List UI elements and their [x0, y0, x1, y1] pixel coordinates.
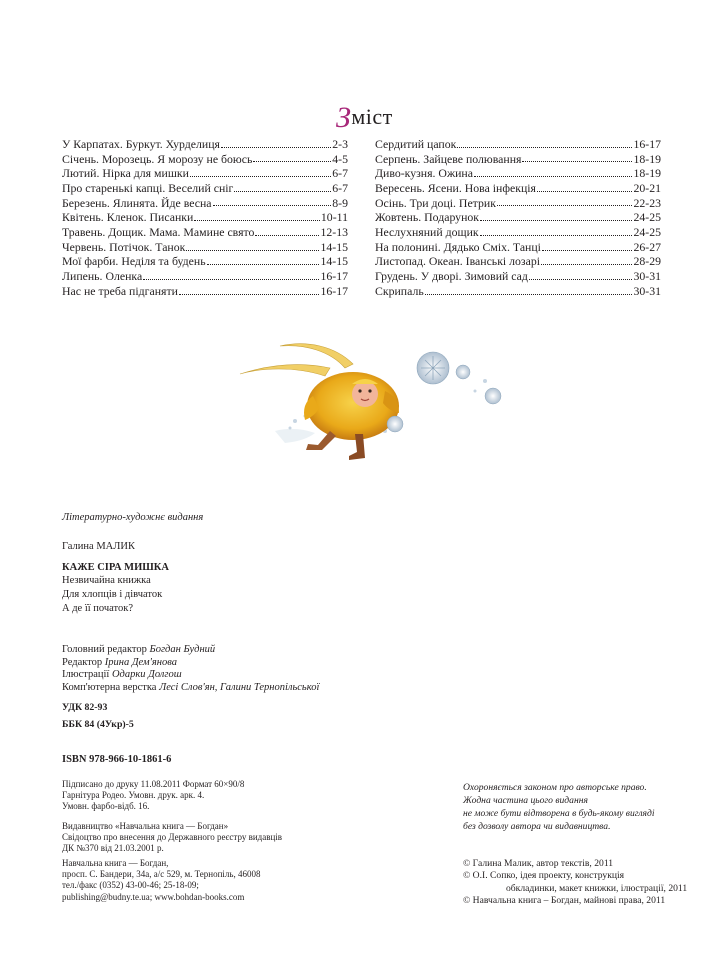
toc-entry[interactable] [375, 210, 661, 225]
leader-dots [255, 235, 319, 236]
toc-entry[interactable] [375, 137, 661, 152]
leader-dots [179, 294, 320, 295]
toc-entry-page: 14-15 [320, 239, 348, 254]
copyright-holders [463, 858, 687, 908]
toc-entry[interactable] [62, 269, 348, 284]
toc-entry-page: 6-7 [332, 166, 348, 181]
notice-line: Охороняється законом про авторське право. [463, 782, 647, 793]
isbn: ISBN 978-966-10-1861-6 [62, 754, 172, 765]
author: Галина МАЛИК [62, 541, 135, 552]
toc-entry[interactable] [62, 240, 348, 255]
address-line: publishing@budny.te.ua; www.bohdan-books.com [62, 891, 245, 902]
toc-entry-title: Осінь. Три доці. Петрик [375, 195, 496, 210]
leader-dots [190, 176, 331, 177]
credit-name: Ірина Дем'янова [104, 656, 177, 668]
toc-entry-page: 16-17 [320, 269, 348, 284]
leader-dots [529, 279, 633, 280]
toc-entry-title: Липень. Оленка [62, 269, 143, 284]
leader-dots [221, 147, 331, 148]
toc-entry-title: Червень. Потічок. Танок [62, 239, 186, 254]
toc-entry[interactable] [375, 284, 661, 299]
contents-title [336, 100, 393, 134]
book-subtitle: Незвичайна книжка [62, 575, 151, 586]
notice-line: не може бути відтворена в будь-якому вигляді [463, 808, 655, 819]
copyright-line: © Галина Малик, автор текстів, 2011 [463, 858, 614, 869]
title-rest: міст [351, 104, 393, 129]
toc-entry-page: 28-29 [633, 254, 661, 269]
toc-entry[interactable] [375, 166, 661, 181]
bbk: ББК 84 (4Укр)-5 [62, 719, 134, 730]
toc-entry[interactable] [375, 255, 661, 270]
leader-dots [480, 235, 633, 236]
toc-entry[interactable] [375, 152, 661, 167]
leader-dots [522, 161, 632, 162]
toc-entry-title: Неслухняний дощик [375, 225, 479, 240]
copyright-line: © Навчальна книга – Богдан, майнові права, 2011 [463, 895, 666, 907]
toc-entry[interactable] [62, 210, 348, 225]
credit-line [62, 657, 319, 670]
toc-entry[interactable] [62, 284, 348, 299]
toc-entry-page: 24-25 [633, 210, 661, 225]
toc-entry-title: У Карпатах. Буркут. Хурделиця [62, 136, 220, 151]
toc-entry[interactable] [375, 269, 661, 284]
toc-entry-title: Про старенькі капці. Веселий сніг [62, 181, 234, 196]
toc-entry-title: Березень. Ялинята. Йде весна [62, 195, 212, 210]
credits [62, 644, 319, 694]
toc-entry[interactable] [62, 137, 348, 152]
credit-name: Богдан Будний [149, 644, 216, 655]
publisher-line: Свідоцтво про внесення до Державного реєстру видавців [62, 832, 283, 843]
leader-dots [497, 205, 633, 206]
book-question: А де її початок? [62, 603, 134, 614]
copyright-line: © О.І. Сопко, ідея проекту, конструкція [463, 870, 625, 882]
address-line: тел./факс (0352) 43-00-46; 25-18-09; [62, 880, 199, 891]
toc-entry-title: На полонині. Дядько Сміх. Танці [375, 239, 541, 254]
toc-left-column [62, 137, 348, 299]
notice-line: без дозволу автора чи видавництва. [463, 821, 611, 832]
toc-entry[interactable] [375, 181, 661, 196]
toc-entry-title: Грудень. У дворі. Зимовий сад [375, 269, 528, 284]
toc-entry[interactable] [62, 196, 348, 211]
toc-entry-page: 6-7 [332, 181, 348, 196]
toc-entry-page: 4-5 [332, 151, 348, 166]
toc-entry[interactable] [375, 225, 661, 240]
toc-entry[interactable] [62, 152, 348, 167]
toc-entry-title: Сердитий цапок [375, 136, 457, 151]
publisher-line: Видавництво «Навчальна книга — Богдан» [62, 821, 229, 831]
leader-dots [234, 191, 331, 192]
leader-dots [213, 205, 332, 206]
toc-entry-page: 30-31 [633, 269, 661, 284]
toc-entry-page: 10-11 [320, 210, 348, 225]
credit-line [62, 669, 319, 682]
toc-entry[interactable] [62, 225, 348, 240]
address-details [62, 858, 261, 903]
edition-type: Літературно-художнє видання [62, 512, 204, 523]
toc-entry-page: 20-21 [633, 181, 661, 196]
leader-dots [186, 250, 319, 251]
leader-dots [537, 191, 632, 192]
address-line: просп. С. Бандери, 34а, а/с 529, м. Тернопіль, 46008 [62, 869, 261, 880]
leader-dots [194, 220, 320, 221]
toc-entry-page: 16-17 [320, 283, 348, 298]
toc-entry-page: 16-17 [633, 136, 661, 151]
toc-entry[interactable] [62, 181, 348, 196]
leader-dots [480, 220, 632, 221]
toc-entry-title: Вересень. Ясени. Нова інфекція [375, 181, 536, 196]
print-details [62, 779, 244, 813]
toc-entry-title: Квітень. Кленок. Писанки [62, 210, 194, 225]
credit-role: Редактор [62, 656, 103, 668]
credit-name: Одарки Долгош [111, 669, 182, 680]
title-initial: З [336, 101, 352, 134]
leader-dots [207, 264, 320, 265]
credit-line [62, 644, 319, 657]
credit-name: Лесі Слов'ян, Галини Тернопільської [159, 681, 320, 693]
toc-entry-page: 18-19 [633, 151, 661, 166]
goat-illustration [235, 336, 525, 486]
toc-entry-page: 2-3 [332, 136, 348, 151]
toc-entry[interactable] [62, 255, 348, 270]
leader-dots [143, 279, 319, 280]
address-line: Навчальна книга — Богдан, [62, 858, 169, 868]
leader-dots [542, 250, 633, 251]
toc-entry-title: Скрипаль [375, 283, 424, 298]
toc-entry-page: 8-9 [332, 195, 348, 210]
credit-role: Головний редактор [62, 644, 147, 655]
toc-entry-title: Лютий. Нірка для мишки [62, 166, 189, 181]
toc-entry-page: 24-25 [633, 225, 661, 240]
credit-role: Ілюстрації [62, 669, 110, 680]
leader-dots [253, 161, 331, 162]
toc-entry-page: 22-23 [633, 195, 661, 210]
leader-dots [425, 294, 633, 295]
toc-entry-title: Листопад. Океан. Іванські лозарі [375, 254, 541, 269]
credit-role: Комп'ютерна верстка [62, 681, 157, 693]
toc-entry-title: Січень. Морозець. Я морозу не боюсь [62, 151, 253, 166]
toc-entry-page: 26-27 [633, 239, 661, 254]
toc-right-column [375, 137, 661, 299]
publisher-details [62, 821, 282, 855]
credit-line [62, 682, 319, 695]
print-line: Гарнітура Родео. Умовн. друк. арк. 4. [62, 790, 205, 801]
toc-entry-page: 14-15 [320, 254, 348, 269]
toc-entry[interactable] [375, 240, 661, 255]
leader-dots [474, 176, 632, 177]
toc-entry-title: Жовтень. Подарунок [375, 210, 480, 225]
leader-dots [541, 264, 632, 265]
toc-entry-page: 30-31 [633, 283, 661, 298]
copyright-notice [463, 781, 655, 833]
toc-entry[interactable] [62, 166, 348, 181]
toc-entry-title: Мої фарби. Неділя та будень [62, 254, 206, 269]
book-audience: Для хлопців і дівчаток [62, 589, 163, 600]
udk: УДК 82-93 [62, 702, 108, 713]
toc-entry-title: Травень. Дощик. Мама. Мамине свято [62, 225, 255, 240]
toc-entry-page: 18-19 [633, 166, 661, 181]
toc-entry-title: Серпень. Зайцеве полювання [375, 151, 522, 166]
toc-entry-page: 12-13 [320, 225, 348, 240]
copyright-line: обкладинки, макет книжки, ілюстрації, 2011 [506, 882, 688, 894]
toc-entry-title: Нас не треба підганяти [62, 283, 178, 298]
toc-entry[interactable] [375, 196, 661, 211]
toc-entry-title: Диво-кузня. Ожина [375, 166, 473, 181]
publisher-line: ДК №370 від 21.03.2001 р. [62, 843, 164, 854]
book-title: КАЖЕ СІРА МИШКА [62, 562, 169, 573]
leader-dots [457, 147, 632, 148]
notice-line: Жодна частина цього видання [463, 795, 588, 806]
print-line: Умовн. фарбо-відб. 16. [62, 801, 150, 812]
print-line: Підписано до друку 11.08.2011 Формат 60×90/8 [62, 779, 245, 789]
